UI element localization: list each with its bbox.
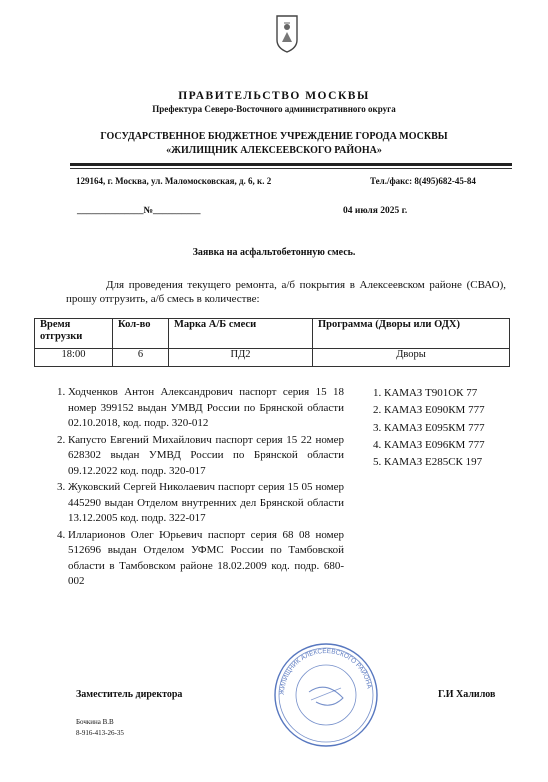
table-header-cell: Марка А/Б смеси — [169, 319, 313, 349]
document-date: 04 июля 2025 г. — [343, 206, 408, 216]
contact-person-phone: 8-916-413-26-35 — [76, 729, 124, 737]
table-cell: 6 — [113, 349, 169, 367]
table-header-cell: Кол-во — [113, 319, 169, 349]
coat-of-arms-icon — [275, 14, 299, 54]
table-header-row — [35, 319, 510, 349]
table-cell: ПД2 — [169, 349, 313, 367]
organization-stamp — [271, 640, 381, 750]
table-row — [35, 349, 510, 367]
list-item: 4. КАМАЗ Е096КМ 777 — [384, 437, 534, 454]
organization-name-line1: ГОСУДАРСТВЕННОЕ БЮДЖЕТНОЕ УЧРЕЖДЕНИЕ ГОРОДА МОСКВЫ — [100, 131, 448, 142]
list-item: 1. Ходченков Антон Александрович паспорт серия 15 18 номер 399152 выдан УМВД России по Брянской области 02.10.2018, код. подр. 320-012 — [68, 385, 344, 432]
document-intro: Для проведения текущего ремонта, а/б покрытия в Алексеевском районе (СВАО), прошу отгрузить, а/б смесь в количестве: — [66, 279, 506, 305]
header-divider-thin — [70, 168, 512, 169]
list-item: 4. Илларионов Олег Юрьевич паспорт серия 68 08 номер 512696 выдан Отделом УФМС России по Тамбовской области в Тамбовском районе 18.02.2009 код. подр. 680-002 — [68, 528, 344, 590]
list-item: 5. КАМАЗ Е285СК 197 — [384, 454, 534, 471]
prefecture-name: Префектура Северо-Восточного административного округа — [152, 104, 396, 114]
request-table — [34, 318, 510, 367]
header-divider-thick — [70, 163, 512, 166]
list-item: 3. Жуковский Сергей Николаевич паспорт серия 15 05 номер 445290 выдан Отделом внутренних дел Брянской области 13.12.2005 код. подр. 322-017 — [68, 480, 344, 527]
list-item: 2. Капусто Евгений Михайлович паспорт серия 15 22 номер 628302 выдан УМВД России по Брянской области 09.12.2022 код. подр. 320-017 — [68, 433, 344, 480]
table-cell: 18:00 — [35, 349, 113, 367]
document-title: Заявка на асфальтобетонную смесь. — [192, 247, 356, 258]
table-header-cell: Время отгрузки — [35, 319, 113, 349]
contact-person-name: Бочкина В.В — [76, 718, 114, 726]
organization-phone: Тел./факс: 8(495)682-45-84 — [370, 176, 476, 186]
table-header-cell: Программа (Дворы или ОДХ) — [313, 319, 510, 349]
list-item: 3. КАМАЗ Е095КМ 777 — [384, 420, 534, 437]
stamp-text: ЖИЛИЩНИК АЛЕКСЕЕВСКОГО РАЙОНА — [278, 647, 373, 696]
drivers-list — [51, 385, 344, 591]
organization-address: 129164, г. Москва, ул. Маломосковская, д. 6, к. 2 — [76, 176, 272, 186]
registration-number-line: ______________№__________ — [77, 206, 201, 216]
list-item: 1. КАМАЗ Т901ОК 77 — [384, 385, 534, 402]
organization-name-line2: «ЖИЛИЩНИК АЛЕКСЕЕВСКОГО РАЙОНА» — [166, 145, 382, 156]
table-cell: Дворы — [313, 349, 510, 367]
government-name: ПРАВИТЕЛЬСТВО МОСКВЫ — [178, 90, 370, 102]
signatory-name: Г.И Халилов — [438, 689, 496, 700]
list-item: 2. КАМАЗ Е090КМ 777 — [384, 402, 534, 419]
trucks-list — [367, 385, 534, 471]
signatory-position: Заместитель директора — [76, 689, 183, 700]
